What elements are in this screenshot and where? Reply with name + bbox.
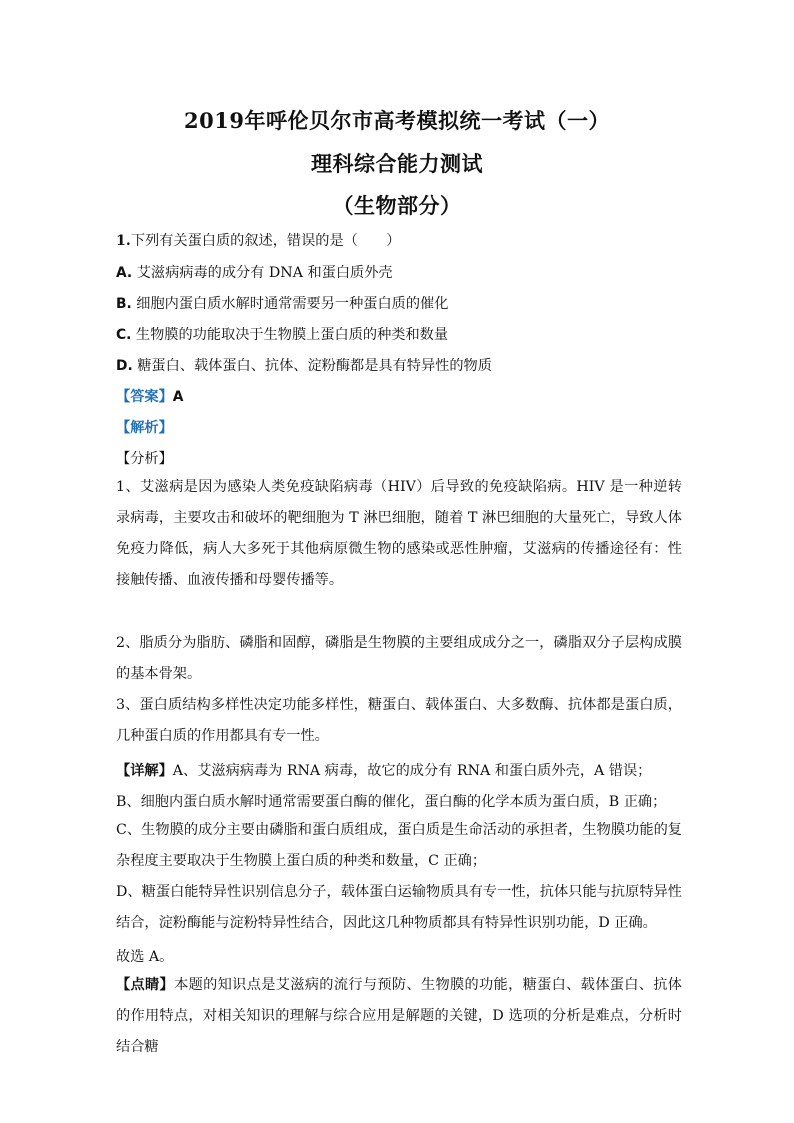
question-text: 下列有关蛋白质的叙述，错误的是（ ） <box>130 233 401 249</box>
option-d <box>116 355 492 375</box>
option-c-label: C. <box>116 327 132 343</box>
option-b-text: 细胞内蛋白质水解时通常需要另一种蛋白质的催化 <box>136 296 449 312</box>
exam-title: 2019年呼伦贝尔市高考模拟统一考试（一） <box>184 108 610 133</box>
conclusion-line: 故选 A。 <box>116 949 174 965</box>
comment-text: 本题的知识点是艾滋病的流行与预防、生物膜的功能，糖蛋白、载体蛋白、抗体的作用特点，对相关知识的理解与综合应用是解题的关键，D 选项的分析是难点，分析时结合糖 <box>116 977 682 1055</box>
detail-tag: 【详解】 <box>116 763 173 779</box>
option-c <box>116 324 448 344</box>
section-title: （生物部分） <box>332 193 462 218</box>
analysis-paragraph-3: 3、蛋白质结构多样性决定功能多样性，糖蛋白、载体蛋白、大多数酶、抗体都是蛋白质，几种蛋白质的作用都具有专一性。 <box>116 697 682 744</box>
comment-paragraph <box>116 970 682 1063</box>
detail-paragraph-c: C、生物膜的成分主要由磷脂和蛋白质组成，蛋白质是生命活动的承担者，生物膜功能的复杂程度主要取决于生物膜上蛋白质的种类和数量，C 正确； <box>116 822 682 869</box>
option-d-text: 糖蛋白、载体蛋白、抗体、淀粉酶都是具有特异性的物质 <box>137 358 492 374</box>
analysis-paragraph-2: 2、脂质分为脂肪、磷脂和固醇，磷脂是生物膜的主要组成成分之一，磷脂双分子层构成膜的基本骨架。 <box>116 635 682 682</box>
fenxi-tag: 【分析】 <box>116 451 173 467</box>
answer-line <box>116 386 183 406</box>
option-c-text: 生物膜的功能取决于生物膜上蛋白质的种类和数量 <box>135 327 449 343</box>
option-a <box>116 262 393 282</box>
detail-line-a <box>116 760 651 780</box>
option-a-label: A. <box>116 265 133 281</box>
answer-value: A <box>172 389 184 405</box>
detail-line-b: B、细胞内蛋白质水解时通常需要蛋白酶的催化，蛋白酶的化学本质为蛋白质，B 正确； <box>116 794 667 810</box>
question-stem <box>116 230 400 250</box>
detail-a-text: A、艾滋病病毒为 RNA 病毒，故它的成分有 RNA 和蛋白质外壳，A 错误； <box>172 763 652 779</box>
analysis-paragraph-1: 1、艾滋病是因为感染人类免疫缺陷病毒（HIV）后导致的免疫缺陷病。HIV 是一种逆转录病毒，主要攻击和破坏的靶细胞为 T 淋巴细胞，随着 T 淋巴细胞的大量死亡，导致人体免疫力降低，病人大多死于其他病原微生物的感染或恶性肿瘤，艾滋病的传播途径有：性接触传播、血液传播和母婴传播等。 <box>116 479 682 588</box>
option-b-label: B. <box>116 296 132 312</box>
comment-tag: 【点睛】 <box>116 977 175 993</box>
detail-paragraph-d: D、糖蛋白能特异性识别信息分子，载体蛋白运输物质具有专一性，抗体只能与抗原特异性结合，淀粉酶能与淀粉特异性结合，因此这几种物质都具有特异性识别功能，D 正确。 <box>116 884 682 931</box>
exam-subtitle: 理科综合能力测试 <box>311 151 483 176</box>
analysis-tag: 【解析】 <box>116 420 173 436</box>
option-a-text: 艾滋病病毒的成分有 DNA 和蛋白质外壳 <box>136 265 393 281</box>
question-number: 1. <box>116 233 131 249</box>
answer-tag: 【答案】 <box>116 389 173 405</box>
option-d-label: D. <box>116 358 133 374</box>
option-b <box>116 293 448 313</box>
